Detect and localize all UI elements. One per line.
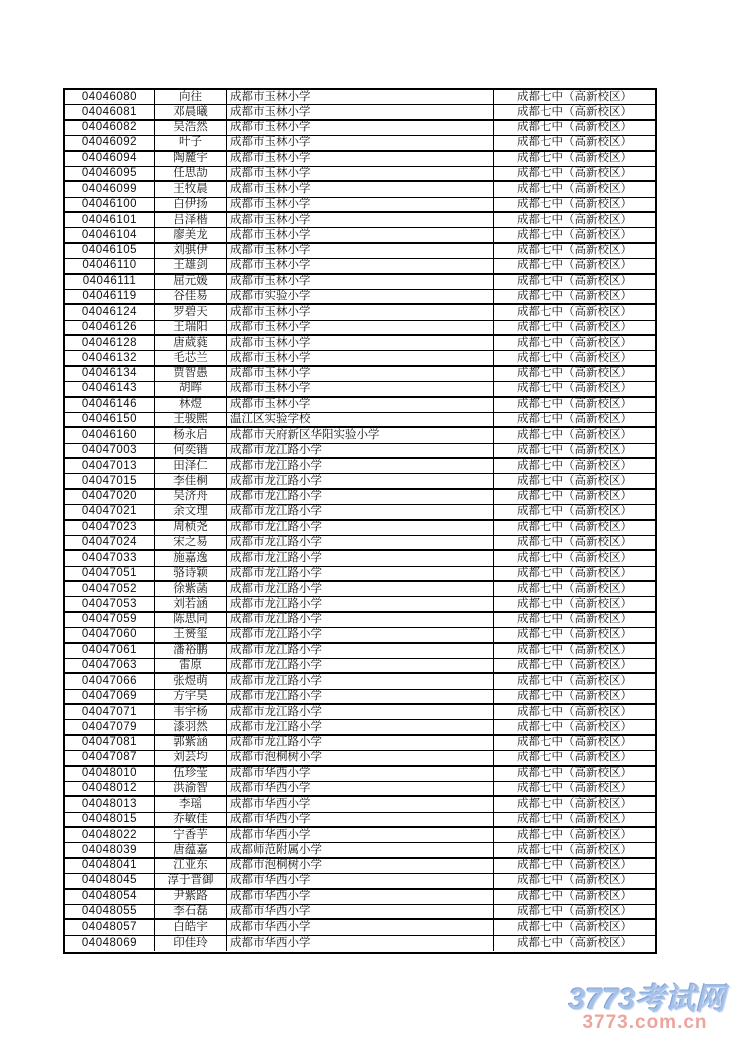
admission-school-cell: 成都七中（高新校区）: [517, 428, 632, 441]
admission-school-cell: 成都七中（高新校区）: [517, 689, 632, 702]
table-row: [65, 874, 655, 889]
admission-school-cell: 成都七中（高新校区）: [517, 905, 632, 918]
admission-school-cell: 成都七中（高新校区）: [517, 382, 632, 395]
table-row: [65, 105, 655, 120]
student-name-cell: 江亚东: [155, 859, 227, 873]
student-id-cell: 04047024: [65, 536, 155, 549]
admission-school-cell: 成都七中（高新校区）: [517, 290, 632, 303]
student-name-cell: 王瑞阳: [155, 321, 227, 334]
graduate-school-cell: 成都市华西小学: [227, 920, 494, 934]
student-id-cell: 04047051: [65, 567, 155, 580]
graduate-school-cell: 成都市玉林小学: [227, 182, 494, 196]
admission-school-cell: 成都七中（高新校区）: [517, 152, 632, 165]
table-row: [65, 890, 655, 905]
graduate-school-cell: 成都市玉林小学: [227, 167, 494, 180]
graduate-school-cell: 成都市玉林小学: [227, 367, 494, 381]
table-row: [65, 521, 655, 536]
graduate-school-cell: 成都市龙江路小学: [227, 690, 494, 703]
table-row: [65, 920, 655, 935]
student-id-cell: 04048057: [65, 920, 155, 934]
graduate-school-cell: 成都市龙江路小学: [227, 490, 494, 504]
student-name-cell: 雷原: [155, 659, 227, 672]
student-id-cell: 04046143: [65, 382, 155, 395]
student-id-cell: 04046104: [65, 228, 155, 241]
student-name-cell: 刘若涵: [155, 597, 227, 610]
student-name-cell: 李石磊: [155, 905, 227, 918]
admission-school-cell: 成都七中（高新校区）: [517, 859, 632, 872]
table-row: [65, 905, 655, 920]
student-id-cell: 04048054: [65, 890, 155, 904]
graduate-school-cell: 成都市龙江路小学: [227, 736, 494, 750]
admission-school-cell: 成都七中（高新校区）: [517, 674, 632, 687]
table-row: [65, 336, 655, 351]
admission-school-cell: 成都七中（高新校区）: [517, 182, 632, 195]
student-name-cell: 郭紫涵: [155, 736, 227, 750]
graduate-school-cell: 成都市玉林小学: [227, 213, 494, 227]
table-row: [65, 736, 655, 751]
table-row: [65, 551, 655, 566]
admission-school-cell: 成都七中（高新校区）: [517, 351, 632, 364]
admission-school-cell: 成都七中（高新校区）: [517, 782, 632, 795]
admission-school-cell: 成都七中（高新校区）: [517, 459, 632, 472]
student-id-cell: 04046081: [65, 105, 155, 118]
admission-school-cell: 成都七中（高新校区）: [517, 705, 632, 718]
student-id-cell: 04047015: [65, 474, 155, 487]
table-row: [65, 167, 655, 182]
table-row: [65, 152, 655, 167]
table-row: [65, 136, 655, 151]
table-row: [65, 228, 655, 243]
student-id-cell: 04047069: [65, 690, 155, 703]
admission-school-cell: 成都七中（高新校区）: [517, 213, 632, 226]
admission-school-cell: 成都七中（高新校区）: [517, 105, 632, 118]
graduate-school-cell: 成都市华西小学: [227, 905, 494, 918]
student-id-cell: 04048041: [65, 859, 155, 873]
student-id-cell: 04047053: [65, 597, 155, 610]
student-id-cell: 04048022: [65, 828, 155, 842]
graduate-school-cell: 成都市华西小学: [227, 890, 494, 904]
graduate-school-cell: 成都市华西小学: [227, 874, 494, 887]
student-id-cell: 04046119: [65, 290, 155, 303]
graduate-school-cell: 成都市龙江路小学: [227, 674, 494, 688]
student-id-cell: 04047071: [65, 705, 155, 719]
watermark-site-domain: 3773.com.cn: [582, 1012, 708, 1033]
student-id-cell: 04047033: [65, 551, 155, 565]
table-row: [65, 859, 655, 874]
graduate-school-cell: 成都市玉林小学: [227, 105, 494, 118]
admission-school-cell: 成都七中（高新校区）: [517, 812, 632, 825]
student-id-cell: 04048010: [65, 767, 155, 781]
student-id-cell: 04047079: [65, 720, 155, 733]
student-name-cell: 王赟玺: [155, 628, 227, 641]
table-row: [65, 398, 655, 413]
student-name-cell: 印佳玲: [155, 936, 227, 951]
student-name-cell: 唐葳蕤: [155, 336, 227, 350]
graduate-school-cell: 成都市华西小学: [227, 782, 494, 795]
table-row: [65, 121, 655, 136]
table-row: [65, 690, 655, 705]
admission-school-cell: 成都七中（高新校区）: [517, 644, 632, 657]
student-id-cell: 04047052: [65, 582, 155, 596]
student-id-cell: 04048055: [65, 905, 155, 918]
student-id-cell: 04046101: [65, 213, 155, 227]
graduate-school-cell: 成都市华西小学: [227, 797, 494, 811]
student-name-cell: 余文理: [155, 505, 227, 518]
graduate-school-cell: 成都市华西小学: [227, 813, 494, 826]
graduate-school-cell: 成都市玉林小学: [227, 121, 494, 135]
graduate-school-cell: 成都市玉林小学: [227, 382, 494, 395]
watermark-site-logo: 3773考试网: [568, 983, 726, 1016]
graduate-school-cell: 成都市龙江路小学: [227, 551, 494, 565]
table-row: [65, 828, 655, 843]
student-id-cell: 04047087: [65, 751, 155, 764]
student-name-cell: 陶麓宇: [155, 152, 227, 166]
student-name-cell: 周桢尧: [155, 521, 227, 535]
student-id-cell: 04046134: [65, 367, 155, 381]
admission-school-cell: 成都七中（高新校区）: [517, 936, 632, 949]
table-row: [65, 490, 655, 505]
admission-school-cell: 成都七中（高新校区）: [517, 597, 632, 610]
graduate-school-cell: 成都市玉林小学: [227, 398, 494, 412]
student-id-cell: 04047021: [65, 505, 155, 518]
student-name-cell: 骆诗颖: [155, 567, 227, 580]
table-row: [65, 182, 655, 197]
graduate-school-cell: 成都市龙江路小学: [227, 505, 494, 518]
admission-school-cell: 成都七中（高新校区）: [517, 720, 632, 733]
table-row: [65, 813, 655, 828]
admission-school-cell: 成都七中（高新校区）: [517, 659, 632, 672]
table-row: [65, 290, 655, 305]
admission-list-table: [63, 88, 657, 954]
graduate-school-cell: 成都市玉林小学: [227, 228, 494, 241]
student-id-cell: 04046092: [65, 136, 155, 149]
graduate-school-cell: 成都市玉林小学: [227, 90, 494, 104]
student-name-cell: 任思劼: [155, 167, 227, 180]
graduate-school-cell: 成都市玉林小学: [227, 198, 494, 211]
student-id-cell: 04047060: [65, 628, 155, 641]
table-row: [65, 597, 655, 612]
student-id-cell: 04047023: [65, 521, 155, 535]
student-name-cell: 吴浩然: [155, 121, 227, 135]
graduate-school-cell: 成都市玉林小学: [227, 321, 494, 334]
student-id-cell: 04046128: [65, 336, 155, 350]
student-name-cell: 杨永启: [155, 428, 227, 442]
table-row: [65, 628, 655, 643]
student-name-cell: 向往: [155, 90, 227, 104]
student-name-cell: 何奕锴: [155, 444, 227, 457]
table-row: [65, 567, 655, 582]
table-row: [65, 644, 655, 659]
student-name-cell: 徐紫菡: [155, 582, 227, 596]
student-name-cell: 邓晨曦: [155, 105, 227, 118]
table-row: [65, 305, 655, 320]
admission-school-cell: 成都七中（高新校区）: [517, 259, 632, 272]
table-row: [65, 382, 655, 397]
table-row: [65, 674, 655, 689]
admission-school-cell: 成都七中（高新校区）: [517, 628, 632, 641]
student-name-cell: 淳于晋御: [155, 874, 227, 887]
graduate-school-cell: 成都市龙江路小学: [227, 459, 494, 473]
student-name-cell: 叶子: [155, 136, 227, 149]
admission-school-cell: 成都七中（高新校区）: [517, 244, 632, 257]
table-row: [65, 582, 655, 597]
student-name-cell: 王雄剑: [155, 259, 227, 272]
student-name-cell: 李佳桐: [155, 474, 227, 487]
student-id-cell: 04046082: [65, 121, 155, 135]
table-row: [65, 505, 655, 520]
student-name-cell: 王骏熙: [155, 413, 227, 426]
table-row: [65, 936, 655, 951]
graduate-school-cell: 成都市玉林小学: [227, 275, 494, 289]
graduate-school-cell: 成都市龙江路小学: [227, 444, 494, 457]
admission-school-cell: 成都七中（高新校区）: [517, 767, 632, 780]
table-row: [65, 275, 655, 290]
student-name-cell: 王牧晨: [155, 182, 227, 196]
student-name-cell: 吕泽楷: [155, 213, 227, 227]
table-row: [65, 244, 655, 259]
admission-school-cell: 成都七中（高新校区）: [517, 566, 632, 579]
student-name-cell: 白伊扬: [155, 198, 227, 211]
table-row: [65, 659, 655, 674]
student-id-cell: 04046146: [65, 398, 155, 412]
table-row: [65, 321, 655, 336]
student-id-cell: 04046095: [65, 167, 155, 180]
admission-school-cell: 成都七中（高新校区）: [517, 920, 632, 933]
student-name-cell: 陈思同: [155, 613, 227, 627]
student-name-cell: 尹紫路: [155, 890, 227, 904]
student-id-cell: 04046160: [65, 428, 155, 442]
graduate-school-cell: 成都市龙江路小学: [227, 613, 494, 627]
student-id-cell: 04046132: [65, 351, 155, 364]
admission-school-cell: 成都七中（高新校区）: [517, 398, 632, 411]
admission-school-cell: 成都七中（高新校区）: [517, 320, 632, 333]
table-row: [65, 428, 655, 443]
admission-school-cell: 成都七中（高新校区）: [517, 521, 632, 534]
graduate-school-cell: 成都市玉林小学: [227, 351, 494, 364]
table-row: [65, 351, 655, 366]
student-name-cell: 林煜: [155, 398, 227, 412]
student-name-cell: 宁香芋: [155, 828, 227, 842]
graduate-school-cell: 成都市龙江路小学: [227, 536, 494, 549]
table-row: [65, 413, 655, 428]
table-row: [65, 751, 655, 766]
student-id-cell: 04047003: [65, 444, 155, 457]
student-name-cell: 唐蕴嘉: [155, 843, 227, 856]
admission-school-cell: 成都七中（高新校区）: [517, 474, 632, 487]
table-row: [65, 613, 655, 628]
graduate-school-cell: 成都市泡桐树小学: [227, 751, 494, 764]
graduate-school-cell: 成都市龙江路小学: [227, 474, 494, 487]
student-name-cell: 韦宇杨: [155, 705, 227, 719]
student-name-cell: 贾智愚: [155, 367, 227, 381]
student-name-cell: 刘骐伊: [155, 244, 227, 258]
student-id-cell: 04047066: [65, 674, 155, 688]
admission-school-cell: 成都七中（高新校区）: [517, 121, 632, 134]
student-name-cell: 张煜萌: [155, 674, 227, 688]
admission-school-cell: 成都七中（高新校区）: [517, 874, 632, 887]
graduate-school-cell: 成都市天府新区华阳实验小学: [227, 428, 494, 442]
admission-school-cell: 成都七中（高新校区）: [517, 828, 632, 841]
admission-school-cell: 成都七中（高新校区）: [517, 505, 632, 518]
graduate-school-cell: 成都市实验小学: [227, 290, 494, 303]
student-name-cell: 乔敏佳: [155, 813, 227, 826]
table-row: [65, 720, 655, 735]
student-id-cell: 04046124: [65, 305, 155, 319]
student-id-cell: 04048069: [65, 936, 155, 951]
student-id-cell: 04046099: [65, 182, 155, 196]
admission-school-cell: 成都七中（高新校区）: [517, 582, 632, 595]
graduate-school-cell: 成都市龙江路小学: [227, 521, 494, 535]
student-id-cell: 04047063: [65, 659, 155, 672]
admission-school-cell: 成都七中（高新校区）: [517, 413, 632, 426]
graduate-school-cell: 成都市泡桐树小学: [227, 859, 494, 873]
table-row: [65, 367, 655, 382]
graduate-school-cell: 成都市华西小学: [227, 936, 494, 951]
student-name-cell: 谷佳易: [155, 290, 227, 303]
student-id-cell: 04046110: [65, 259, 155, 272]
graduate-school-cell: 成都市龙江路小学: [227, 597, 494, 610]
student-id-cell: 04047013: [65, 459, 155, 473]
graduate-school-cell: 成都市龙江路小学: [227, 720, 494, 733]
student-name-cell: 方宇昊: [155, 690, 227, 703]
student-id-cell: 04046100: [65, 198, 155, 211]
student-id-cell: 04046126: [65, 321, 155, 334]
table-row: [65, 705, 655, 720]
table-row: [65, 259, 655, 274]
student-id-cell: 04047020: [65, 490, 155, 504]
admission-school-cell: 成都七中（高新校区）: [517, 490, 632, 503]
student-name-cell: 施嘉逸: [155, 551, 227, 565]
student-id-cell: 04047081: [65, 736, 155, 750]
admission-school-cell: 成都七中（高新校区）: [517, 336, 632, 349]
table-row: [65, 474, 655, 489]
student-id-cell: 04048013: [65, 797, 155, 811]
student-name-cell: 田泽仁: [155, 459, 227, 473]
table-row: [65, 90, 655, 105]
admission-school-cell: 成都七中（高新校区）: [517, 136, 632, 149]
table-row: [65, 782, 655, 797]
graduate-school-cell: 成都市龙江路小学: [227, 644, 494, 658]
table-row: [65, 536, 655, 551]
student-name-cell: 伍珍莹: [155, 767, 227, 781]
student-id-cell: 04048045: [65, 874, 155, 887]
student-name-cell: 漆羽然: [155, 720, 227, 733]
student-name-cell: 宋之易: [155, 536, 227, 549]
student-id-cell: 04046094: [65, 152, 155, 166]
graduate-school-cell: 成都市龙江路小学: [227, 659, 494, 672]
admission-school-cell: 成都七中（高新校区）: [517, 443, 632, 456]
admission-school-cell: 成都七中（高新校区）: [517, 843, 632, 856]
student-name-cell: 李瑶: [155, 797, 227, 811]
graduate-school-cell: 成都市玉林小学: [227, 244, 494, 258]
student-name-cell: 罗碧天: [155, 305, 227, 319]
admission-school-cell: 成都七中（高新校区）: [517, 367, 632, 380]
student-name-cell: 屈元媛: [155, 275, 227, 289]
student-id-cell: 04046080: [65, 90, 155, 104]
graduate-school-cell: 成都市玉林小学: [227, 152, 494, 166]
student-id-cell: 04048012: [65, 782, 155, 795]
student-id-cell: 04046111: [65, 275, 155, 289]
student-name-cell: 胡晖: [155, 382, 227, 395]
student-name-cell: 潘裕鹏: [155, 644, 227, 658]
admission-school-cell: 成都七中（高新校区）: [517, 797, 632, 810]
admission-school-cell: 成都七中（高新校区）: [517, 90, 632, 103]
student-name-cell: 吴济舟: [155, 490, 227, 504]
graduate-school-cell: 成都市玉林小学: [227, 336, 494, 350]
admission-school-cell: 成都七中（高新校区）: [517, 275, 632, 288]
table-row: [65, 459, 655, 474]
table-row: [65, 213, 655, 228]
admission-school-cell: 成都七中（高新校区）: [517, 890, 632, 903]
graduate-school-cell: 成都市玉林小学: [227, 305, 494, 319]
student-name-cell: 毛芯兰: [155, 351, 227, 364]
graduate-school-cell: 成都市龙江路小学: [227, 567, 494, 580]
student-id-cell: 04046105: [65, 244, 155, 258]
admission-school-cell: 成都七中（高新校区）: [517, 551, 632, 564]
table-row: [65, 444, 655, 459]
student-name-cell: 洪渝智: [155, 782, 227, 795]
admission-school-cell: 成都七中（高新校区）: [517, 613, 632, 626]
table-row: [65, 767, 655, 782]
student-name-cell: 刘芸均: [155, 751, 227, 764]
graduate-school-cell: 温江区实验学校: [227, 413, 494, 426]
admission-school-cell: 成都七中（高新校区）: [517, 305, 632, 318]
graduate-school-cell: 成都市玉林小学: [227, 259, 494, 272]
admission-school-cell: 成都七中（高新校区）: [517, 736, 632, 749]
student-name-cell: 廖美龙: [155, 228, 227, 241]
student-id-cell: 04047061: [65, 644, 155, 658]
graduate-school-cell: 成都市龙江路小学: [227, 628, 494, 641]
table-row: [65, 843, 655, 858]
student-id-cell: 04048039: [65, 843, 155, 856]
admission-school-cell: 成都七中（高新校区）: [517, 197, 632, 210]
admission-school-cell: 成都七中（高新校区）: [517, 751, 632, 764]
graduate-school-cell: 成都市玉林小学: [227, 136, 494, 149]
student-name-cell: 白皓宇: [155, 920, 227, 934]
student-id-cell: 04046150: [65, 413, 155, 426]
graduate-school-cell: 成都市龙江路小学: [227, 582, 494, 596]
table-row: [65, 198, 655, 213]
table-row: [65, 797, 655, 812]
admission-school-cell: 成都七中（高新校区）: [517, 536, 632, 549]
graduate-school-cell: 成都市华西小学: [227, 828, 494, 842]
graduate-school-cell: 成都师范附属小学: [227, 843, 494, 856]
admission-school-cell: 成都七中（高新校区）: [517, 228, 632, 241]
student-id-cell: 04047059: [65, 613, 155, 627]
graduate-school-cell: 成都市华西小学: [227, 767, 494, 781]
admission-school-cell: 成都七中（高新校区）: [517, 167, 632, 180]
graduate-school-cell: 成都市龙江路小学: [227, 705, 494, 719]
student-id-cell: 04048015: [65, 813, 155, 826]
